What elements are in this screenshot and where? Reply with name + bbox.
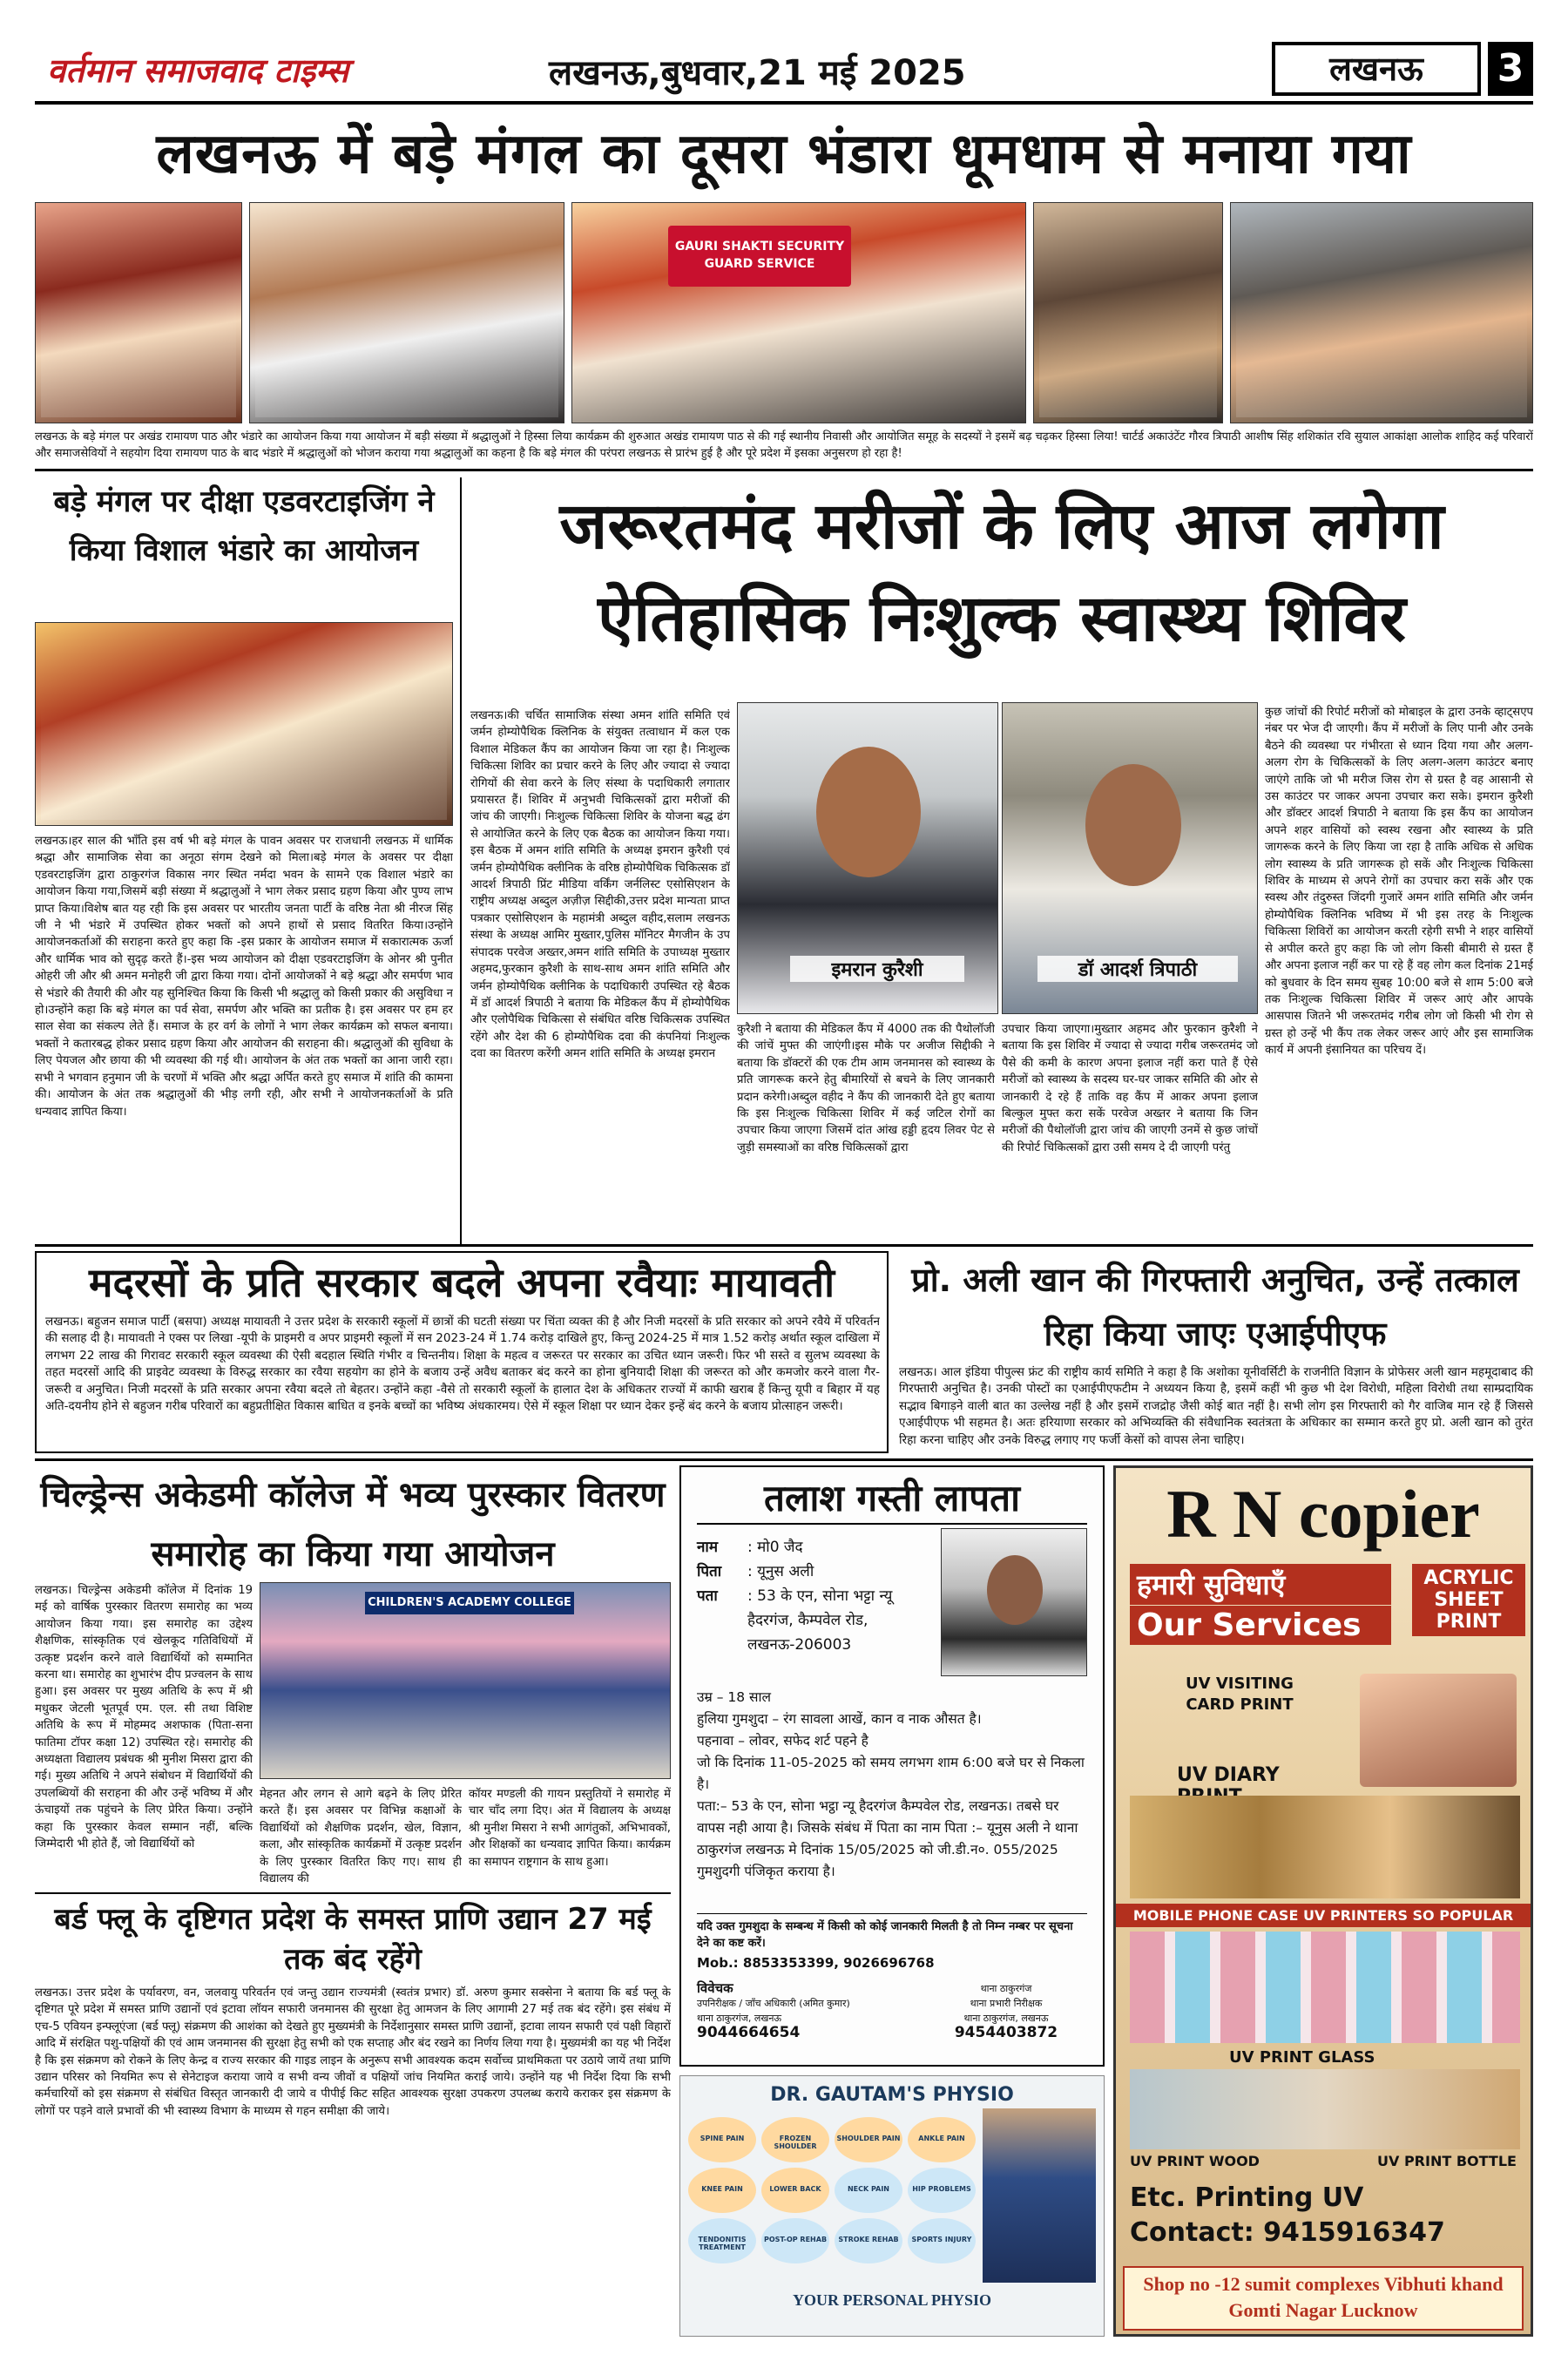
rn-glass: UV PRINT GLASS [1229, 2048, 1375, 2067]
rn-title: R N copier [1166, 1476, 1480, 1552]
photo-label-adarsh: डॉ आदर्श त्रिपाठी [1037, 956, 1238, 982]
physio-service: LOWER BACK [761, 2168, 829, 2213]
physio-service: NECK PAIN [835, 2168, 902, 2213]
physio-service: SPORTS INJURY [908, 2218, 976, 2263]
mayawati-body: लखनऊ। बहुजन समाज पार्टी (बसपा) अध्यक्ष मायावती ने उत्तर प्रदेश के सरकारी स्कूलों में छात्रों की घटती संख्या पर चिंता व्यक्त की है और निजी मदरसों के प्रति सरकार को अपने रवैये में परिवर्तन की सलाह दी है। मायावती ने एक्स पर लिखा -यूपी के प्राइमरी व अपर प्राइमरी स्कूलों में सन 2023-24 में 1.74 करोड़ दाखिले हुए, किन्तु 2024-25 में मात्र 1.52 करोड़ अर्थात स्कूल दाखिला में लगभग 22 लाख की गिरावट सरकारी स्कूल व्यवस्था की ऐसी बदहाल स्थिति गंभीर व चिन्तनीय। शिक्षा के महत्व व जरूरत पर सरकार का उचित ध्यान जरूरी। फिर भी सस्ते व सुलभ व्यवस्था के तहत मदरसों आदि की प्राइवेट व्यवस्था के विरुद्ध सरकार का रवैया सहयोग का होने के बजाय उन्हें अवैध बताकर बंद करने का होना बुनियादी शिक्षा की जरूरत को और कमजोर करने वाला गैर-जरूरी व अनुचित। निजी मदरसों के प्रति सरकार अपना रवैया बदले तो बेहतर। उन्होंने कहा -वैसे तो सरकारी स्कूलों के हालात देश के अधिकतर राज्यों में काफी खराब हैं किन्तु यूपी व बिहार में यह अति-दयनीय होने से बहुजन गरीब परिवारों का बहुप्रतीक्षित विकास बाधित व इनके बच्चों का भविष्य अंधकारमय। ऐसे में स्कूल शिक्षा पर ध्यान देकर इन्हें बंद करने के बजाय प्रोत्साहन जरूरी। [45, 1315, 880, 1414]
lead-photo-3 [571, 202, 1026, 423]
health-col-4: कुछ जांचों की रिपोर्ट मरीजों को मोबाइल के द्वारा उनके व्हाट्सएप नंबर पर भेज दी जाएगी। कैंप में मरीजों के लिए पानी और उनके बैठने की व्यवस्था पर गंभीरता से ध्यान दिया गया और अलग-अलग रोग के चिकित्सकों के लिए अलग-अलग काउंटर बनाए जाएंगे ताकि जो भी मरीज जिस रोग से ग्रस्त है वह आसानी से उस काउंटर पर जाकर अपना उपचार करा सके। इमरान कुरैशी और डॉक्टर आदर्श त्रिपाठी ने बताया कि इस कैंप का आयोजन अपने शहर वासियों को स्वस्थ रखना और स्वास्थ्य के प्रति जागरूक करने के लिए किया जा रहा है ताकि अधिक से अधिक लोग स्वास्थ्य के प्रति जागरूक हो सकें और निःशुल्क चिकित्सा शिविर के माध्यम से अपने रोगों का उपचार करा सकें और एक स्वस्थ और तंदुरुस्त जिंदगी गुजारें अमन शांति समिति और जर्मन होम्योपैथिक क्लिनिक भविष्य में भी इस तरह के निःशुल्क चिकित्सा शिविरों का आयोजन करती रहेगी सभी ने शहर वासियों से अपील करते हुए कहा कि जो लोग किसी बीमारी से ग्रस्त हैं और अपना इलाज नहीं कर पा रहे हैं वह लोग कल दिनांक 21मई को बुधवार के दिन समय सुबह 10:00 बजे से शाम 5:00 बजे तक निःशुल्क चिकित्सा शिविर में जरूर आएं और आपके आसपास जितने भी जरूरतमंद गरीब लोग जो किसी भी रोग से ग्रस्त हो उन्हें भी कैंप तक लेकर जरूर आएं और इस सामाजिक कार्य में अपनी इंसानियत का परिचय दें। [1265, 706, 1533, 1058]
physio-service: TENDONITIS TREATMENT [688, 2218, 756, 2263]
lead-photo-5 [1230, 202, 1533, 423]
lead-headline: लखनऊ में बड़े मंगल का दूसरा भंडारा धूमधाम से मनाया गया [156, 122, 1412, 186]
health-col-2: कुरैशी ने बताया की मेडिकल कैंप में 4000 तक की पैथोलॉजी की जांचें मुफ्त की जाएंगी।इस मौके पर अजीज सिद्दीकी ने बताया कि डॉक्टरों की एक टीम आम जनमानस को स्वास्थ्य के प्रति जागरूक करने हेतु बीमारियों से बचने के लिए जानकारी प्रदान करेगी।अब्दुल वहीद ने कैंप की जानकारी देते हुए बताया कि इस निःशुल्क चिकित्सा शिविर में कई जटिल रोगों का उपचार किया जाएगा जिसमें दांत आंख हड्डी हृदय लिवर पेट से जुड़ी समस्याओं का वरिष्ठ चिकित्सकों द्वारा [737, 1023, 995, 1154]
photo-label-imran: इमरान कुरैशी [790, 956, 964, 982]
physio-service: HIP PROBLEMS [908, 2168, 976, 2213]
lead-photo-1 [35, 202, 242, 423]
page-number: 3 [1488, 42, 1533, 96]
divider [460, 477, 462, 1244]
rn-bottle: UV PRINT BOTTLE [1377, 2153, 1517, 2169]
rn-wood: UV PRINT WOOD [1130, 2153, 1260, 2169]
divider [35, 1458, 1533, 1461]
diksha-headline: बड़े मंगल पर दीक्षा एडवरटाइजिंग ने किया विशाल भंडारे का आयोजन [53, 484, 435, 568]
face-shape [1085, 764, 1181, 886]
security-banner: GAURI SHAKTI SECURITY GUARD SERVICE [668, 226, 851, 287]
missing-rows [697, 1535, 932, 1657]
physio-services [688, 2117, 976, 2263]
health-col-3: उपचार किया जाएगा।मुख्तार अहमद और फुरकान कुरैशी ने बताया कि इस शिविर में ज्यादा से ज्यादा गरीब जरूरतमंद जो पैसे की कमी के कारण अपना इलाज नहीं करा पाते हैं ऐसे मरीजों को स्वास्थ्य के सदस्य घर-घर जाकर समिति की ओर से जानकारी दे रहे हैं ताकि वह कैंप में आकर अपना इलाज बिल्कुल मुफ्त करा सकें परवेज अख्तर ने बताया कि जिन मरीजों की पैथोलॉजी द्वारा जांच की जाएगी उनमें से कुछ जांचों की रिपोर्ट चिकित्सकों द्वारा उसी समय दे दी जाएगी परंतु [1002, 1023, 1258, 1154]
missing-row: पिता : यूनुस अली [697, 1563, 814, 1580]
physio-service: FROZEN SHOULDER [761, 2117, 829, 2162]
face-shape [816, 747, 921, 877]
diksha-body: लखनऊ।हर साल की भाँति इस वर्ष भी बड़े मंगल के पावन अवसर पर राजधानी लखनऊ में धार्मिक श्रद्धा और सामाजिक सेवा का अनूठा संगम देखने को मिला।बड़े मंगल के अवसर पर दीक्षा एडवरटाइजिंग द्वारा ठाकुरगंज विकास नगर स्थित नर्मदा भवन के सामने एक विशाल भंडारे का आयोजन किया गया,जिसमें बड़ी संख्या में श्रद्धालुओं ने भाग लेकर प्रसाद ग्रहण किया और पुण्य लाभ प्राप्त किया।विशेष बात यह रही कि इस अवसर पर भारतीय जनता पार्टी के वरिष्ठ नेता श्री नीरज सिंह जी ने भी भंडारे में उपस्थित होकर भक्तों को अपने हाथों से प्रसाद वितरित किया।उन्होंने आयोजनकर्ताओं की सराहना करते हुए कहा कि -इस प्रकार के आयोजन समाज में सकारात्मक ऊर्जा और धार्मिक भाव को सुदृढ़ करते हैं।-इस भव्य आयोजन को दीक्षा एडवरटाइजिंग के ओनर श्री पुनीत ओहरी जी और श्री अमन मनोहरी जी द्वारा किया गया। दोनों आयोजकों ने बड़े श्रद्धा और समर्पण भाव से भंडारे की तैयारी की और यह सुनिश्चित किया कि किसी भी श्रद्धालु को किसी प्रकार की असुविधा न हो।उन्होंने कहा कि बड़े मंगल का पर्व सेवा, समर्पण और भक्ति का प्रतीक है। इस अवसर पर हम हर साल सेवा का संकल्प लेते हैं। समाज के हर वर्ग के लोगों ने भाग लेकर कार्यक्रम को सफल बनाया। भक्तों ने कतारबद्ध होकर प्रसाद ग्रहण किया और आयोजन की सराहना की। श्रद्धालुओं की सुविधा के लिए पेयजल और छाया की भी व्यवस्था की गई थी। आयोजन के अंत तक भक्तों का आना जारी रहा। सभी ने भगवान हनुमान जी के चरणों में भक्ति और श्रद्धा अर्पित करते हुए समाज में शांति की कामना की। आयोजन के अंत तक श्रद्धालुओं की भीड़ लगी रही, और सभी ने आयोजनकर्ताओं के प्रति धन्यवाद ज्ञापित किया। [35, 835, 453, 1119]
rn-services-hindi: हमारी सुविधाएँ [1130, 1564, 1391, 1605]
health-col-1: लखनऊ।की चर्चित सामाजिक संस्था अमन शांति समिति एवं जर्मन होम्योपैथिक क्लिनिक के संयुक्त तत्वाधान में कल एक विशाल मेडिकल कैंप का आयोजन किया जा रहा है। निःशुल्क चिकित्सा शिविर का प्रचार करने के लिए और ज्यादा से ज्यादा रोगियों की सेवा करने के लिए संस्था के पदाधिकारी लगातार प्रयासरत हैं। शिविर में अनुभवी चिकित्सकों द्वारा मरीजों की जांच की जाएगी। निःशुल्क चिकित्सा शिविर के योजना बद्ध ढंग से आयोजित करने के लिए एक बैठक का आयोजन किया गया।इस बैठक में अमन शांति समिति के अध्यक्ष इमरान कुरैशी एवं जर्मन होम्योपैथिक क्लीनिक के वरिष्ठ होम्योपैथिक चिकित्सक डॉ आदर्श त्रिपाठी प्रिंट मीडिया वर्किंग जर्नलिस्ट एसोसिएशन के राष्ट्रीय अध्यक्ष अब्दुल अज़ीज़ सिद्दीकी,उत्तर प्रदेश मान्यता प्राप्त पत्रकार एसोसिएशन के महामंत्री अब्दुल वहीद,सलाम लखनऊ संस्था के अध्यक्ष आमिर मुख्तार,पुलिस मॉनिटर मैगजीन के उप संपादक परवेज अख्तर,अमन शांति समिति के उपाध्यक्ष मुख्तार अहमद,फुरकान कुरैशी के साथ-साथ अमन शांति समिति और जर्मन होम्योपैथिक क्लीनिक के पदाधिकारी उपस्थित रहे बैठक में डॉ आदर्श त्रिपाठी ने बताया कि मेडिकल कैंप में होम्योपैथिक और एलोपैथिक चिकित्सा से संबंधित वरिष्ठ चिकित्सक उपस्थित रहेंगे और देश की 6 होम्योपैथिक दवा की कंपनियां निःशुल्क दवा का वितरण करेंगी अमन शांति समिति के अध्यक्ष इमरान [470, 709, 730, 1061]
divider [35, 469, 1533, 471]
face-shape [987, 1555, 1043, 1625]
rn-contact: Contact: 9415916347 [1130, 2217, 1445, 2248]
lead-photo-4 [1033, 202, 1223, 423]
physio-service: SHOULDER PAIN [835, 2117, 902, 2162]
contact-title: विवेचक [697, 1980, 733, 1996]
masthead [35, 35, 1533, 105]
rn-woman-photo [1360, 1674, 1517, 1787]
physio-service: SPINE PAIN [688, 2117, 756, 2162]
physio-service: KNEE PAIN [688, 2168, 756, 2213]
photo-imran-qureshi [737, 702, 998, 1014]
lead-caption: लखनऊ के बड़े मंगल पर अखंड रामायण पाठ और भंडारे का आयोजन किया गया आयोजन में बड़ी संख्या में श्रद्धालुओं ने हिस्सा लिया कार्यक्रम की शुरुआत अखंड रामायण पाठ से की गई स्थानीय निवासी और आयोजित समूह के सदस्यों ने इसमें बढ़ चढ़कर हिस्सा लिया! चार्टर्ड अकाउंटेंट गौरव त्रिपाठी आशीष सिंह शशिकांत रवि सुयाल आकांक्षा आलोक शाहिद कई परिवारों और समाजसेवियों ने सहयोग दिया रामायण पाठ के बाद भंडारे में श्रद्धालुओं को भोजन कराया गया श्रद्धालुओं का कहना है कि बड़े मंगल की परंपरा लखनऊ से प्रारंभ हुई है और पूरे प्रदेश में इसका अनुसरण हो रहा है! [35, 430, 1533, 460]
rn-mobile-case: MOBILE PHONE CASE UV PRINTERS SO POPULAR [1116, 1904, 1531, 1927]
birdflu-body: लखनऊ। उत्तर प्रदेश के पर्यावरण, वन, जलवायु परिवर्तन एवं जन्तु उद्यान राज्यमंत्री (स्वतंत्र प्रभार) डॉ. अरुण कुमार सक्सेना ने बताया कि बर्ड फ्लू के दृष्टिगत पूरे प्रदेश में समस्त प्राणि उद्यानों एवं इटावा लॉयन सफारी जनमानस की सुरक्षा हेतु आमजन के लिए आगामी 27 मई तक बंद रहेंगे। इस संबंध में एच-5 एवियन इन्फ्लूएंजा (बर्ड फ्लू) संक्रमण की आशंका को देखते हुए मुख्यमंत्री के निर्देशानुसार समस्त प्राणि उद्यानों, इटावा लायन सफारी एवं पक्षी विहारों आदि में संरक्षित पशु-पक्षियों की एवं आम जनमानस की सुरक्षा हेतु सभी को एक सप्ताह और बंद रखने का निर्णय लिया गया है। मुख्यमंत्री का यह भी निर्देश है कि इस संक्रमण को रोकने के लिए केन्द्र व राज्य सरकार की गाइड लाइन के अनुरूप सभी आवश्यक कदम सर्वोच्च प्राथमिकता पर उठाये जायें तथा प्राणि उद्यान परिसर को नियमित रूप से सेनेटाइज कराया जाये व सभी वन्य जीवों व पक्षियों जांच नियमित कराई जाये। उन्होंने यह भी निर्देश दिया कि सभी कर्मचारियों को इस संक्रमण से संबंधित विस्तृत जानकारी दी जाये व पीपीई किट सहित आवश्यक सुरक्षा उपकरण उपलब्ध कराये कराकर इस संक्रमण के लोगों पर पड़ने वाले प्रभावों की भी स्वास्थ्य विभाग के माध्यम से गहन समीक्षा की जाये। [35, 1986, 671, 2118]
rn-address: Shop no -12 sumit complexes Vibhuti khand Gomti Nagar Lucknow [1123, 2266, 1524, 2331]
missing-row: पता : 53 के एन, सोना भट्टा न्यू हैदरगंज, कैम्पवेल रोड, लखनऊ-206003 [697, 1587, 893, 1654]
missing-person-photo [941, 1528, 1087, 1676]
contact-number: 9454403872 [954, 2024, 1058, 2041]
childrens-headline: चिल्ड्रेन्स अकेडमी कॉलेज में भव्य पुरस्कार वितरण समारोह का किया गया आयोजन [40, 1475, 666, 1574]
divider [35, 1892, 671, 1894]
missing-row: नाम : मो0 जैद [697, 1539, 803, 1556]
missing-details: उम्र – 18 साल हुलिया गुमशुदा – रंग सावला आखें, कान व नाक औसत है। पहनावा – लोवर, सफेद शर्ट पहने है जो कि दिनांक 11-05-2025 को समय लगभग शाम 6:00 बजे घर से निकला है। पता:– 53 के एन, सोना भट्ठा न्यू हैदरगंज कैम्पवेल रोड, लखनऊ। तबसे घर वापस नही आया है। जिसके संबंध में पिता का नाम पिता :– यूनुस अली ने थाना ठाकुरगंज लखनऊ मे दिनांक 15/05/2025 को जी.डी.न०. 055/2025 गुमशुदगी पंजिकृत कराया है। [697, 1689, 1085, 1879]
rn-diary-images [1130, 1796, 1520, 1898]
photo-adarsh-tripathi [1002, 702, 1258, 1014]
childrens-body-2: मेहनत और लगन से आगे बढ़ने के लिए प्रेरित करते हैं। इस अवसर पर विभिन्न कक्षाओं के विद्यार्थियों को शैक्षणिक प्रदर्शन, खेल, विज्ञान, कला, और सांस्कृतिक कार्यक्रमों में उत्कृष्ट प्रदर्शन के लिए पुरस्कार वितरित किए गए। साथ ही विद्यालय की [260, 1788, 462, 1886]
paper-name: वर्तमान समाजवाद टाइम्स [47, 51, 349, 90]
rn-glass-image [1130, 2069, 1520, 2149]
school-banner: CHILDREN'S ACADEMY COLLEGE [365, 1592, 574, 1614]
aipf-headline: प्रो. अली खान की गिरफ्तारी अनुचित, उन्हें तत्काल रिहा किया जाएः एआईपीएफ [911, 1261, 1519, 1353]
rn-etc: Etc. Printing UV [1130, 2182, 1364, 2213]
birdflu-headline: बर्ड फ्लू के दृष्टिगत प्रदेश के समस्त प्राणि उद्यान 27 मई तक बंद रहेंगे [54, 1902, 652, 1977]
lead-photo-2 [249, 202, 564, 423]
diksha-photo [35, 622, 453, 826]
rn-phone-cases [1130, 1932, 1520, 2043]
contact-place: थाना ठाकुरगंज, लखनऊ [963, 2013, 1049, 2024]
rn-copier-ad [1113, 1465, 1533, 2337]
physio-doctor-photo [983, 2108, 1096, 2283]
physio-service: STROKE REHAB [835, 2218, 902, 2263]
contact-place: थाना ठाकुरगंज, लखनऊ [697, 2013, 782, 2024]
issue-date: लखनऊ,बुधवार,21 मई 2025 [549, 53, 966, 93]
physio-service: POST-OP REHAB [761, 2218, 829, 2263]
rn-acrylic: ACRYLIC SHEET PRINT [1412, 1564, 1525, 1636]
contact-number: 9044664654 [697, 2024, 801, 2041]
mayawati-headline: मदरसों के प्रति सरकार बदले अपना रवैयाः मायावती [88, 1259, 835, 1306]
physio-title: DR. GAUTAM'S PHYSIO [770, 2084, 1014, 2106]
health-headline-2: ऐतिहासिक निःशुल्क स्वास्थ्य शिविर [598, 581, 1406, 656]
divider [35, 1244, 1533, 1247]
contact-title: थाना ठाकुरगंज [980, 1983, 1032, 1994]
city-label: लखनऊ [1272, 42, 1481, 96]
contact-investigator [697, 1981, 889, 2040]
rn-services: Our Services [1130, 1606, 1391, 1645]
health-headline-1: जरूरतमंद मरीजों के लिए आज लगेगा [559, 489, 1444, 564]
childrens-body-3: कॉयर मण्डली की गायन प्रस्तुतियों ने समारोह में चार चाँद लगा दिए। अंत में विद्यालय के अध्यक्ष श्री मुनीश मिसरा ने सभी आगंतुकों, अभिभावकों, और शिक्षकों का धन्यवाद ज्ञापित किया। कार्यक्रम का समापन राष्ट्रगान के साथ हुआ। [469, 1788, 671, 1869]
contact-sub: उपनिरीक्षक / जाँच अधिकारी (अमित कुमार) [697, 1998, 850, 2009]
rn-visiting-card: UV VISITING CARD PRINT [1186, 1675, 1294, 1714]
missing-mobile: Mob.: 8853353399, 9026696768 [697, 1955, 935, 1971]
divider [697, 1913, 1087, 1914]
rn-diary: UV DIARY [1177, 1764, 1280, 1786]
contact-station [923, 1981, 1089, 2040]
aipf-body: लखनऊ। आल इंडिया पीपुल्स फ्रंट की राष्ट्रीय कार्य समिति ने कहा है कि अशोका यूनीवर्सिटी के राजनीति विज्ञान के प्रोफेसर अली खान महमूदाबाद की गिरफ्तारी अनुचित है। उनकी पोस्टों का एआईपीएफटीम ने अध्ययन किया है, इसमें कहीं भी कुछ भी देश विरोधी, महिला विरोधी तथा साम्प्रदायिक सद्भाव बिगाड़ने वाली बात का उल्लेख नहीं है और इसमें राजद्रोह जैसी कोई बात नहीं है। सभी लोग इस गिरफ्तारी को गैर वाजिब मान रहे हैं जिससे एआईपीएफ भी सहमत है। अतः हरियाणा सरकार को अभिव्यक्ति की संवैधानिक स्वतंत्रता के अधिकार का सम्मान करते हुए प्रो. अली खान को तुरंत रिहा करना चाहिए और उनके विरुद्ध लगाए गए फर्जी केसों को वापस लेना चाहिए। [899, 1365, 1533, 1447]
physio-tagline: YOUR PERSONAL PHYSIO [792, 2291, 992, 2309]
physio-service: ANKLE PAIN [908, 2117, 976, 2162]
contact-sub: थाना प्रभारी निरीक्षक [970, 1998, 1043, 2009]
missing-headline: तलाश गस्ती लापता [697, 1472, 1087, 1525]
childrens-body-1: लखनऊ। चिल्ड्रेन्स अकेडमी कॉलेज में दिनांक 19 मई को वार्षिक पुरस्कार वितरण समारोह का भव्य आयोजन किया गया। इस समारोह का उद्देश्य शैक्षणिक, सांस्कृतिक एवं खेलकूद गतिविधियों में उत्कृष्ट प्रदर्शन करने वाले विद्यार्थियों को सम्मानित करना था। समारोह का शुभारंभ दीप प्रज्वलन के साथ हुआ। इस अवसर पर मुख्य अतिथि के रूप में श्री मधुकर जेटली भूतपूर्व एम. एल. सी तथा विशिष्ट अतिथि के रूप में मोहम्मद अशफाक (पिता-सना फातिमा टॉपर कक्षा 12) उपस्थित रहे। समारोह की अध्यक्षता विद्यालय प्रबंधक श्री मुनीश मिसरा द्वारा की गई। मुख्य अतिथि ने अपने संबोधन में विद्यार्थियों की उपलब्धियों की सराहना की और उन्हें भविष्य में और ऊंचाइयों तक पहुंचने के लिए प्रेरित किया। उन्होंने कहा कि पुरस्कार केवल सम्मान नहीं, बल्कि जिम्मेदारी भी होते हैं, जो विद्यार्थियों को [35, 1584, 253, 1851]
missing-notice: यदि उक्त गुमशुदा के सम्बन्ध में किसी को कोई जानकारी मिलती है तो निम्न नम्बर पर सूचना देने का कष्ट करें। [697, 1920, 1073, 1950]
childrens-photo [260, 1582, 671, 1779]
